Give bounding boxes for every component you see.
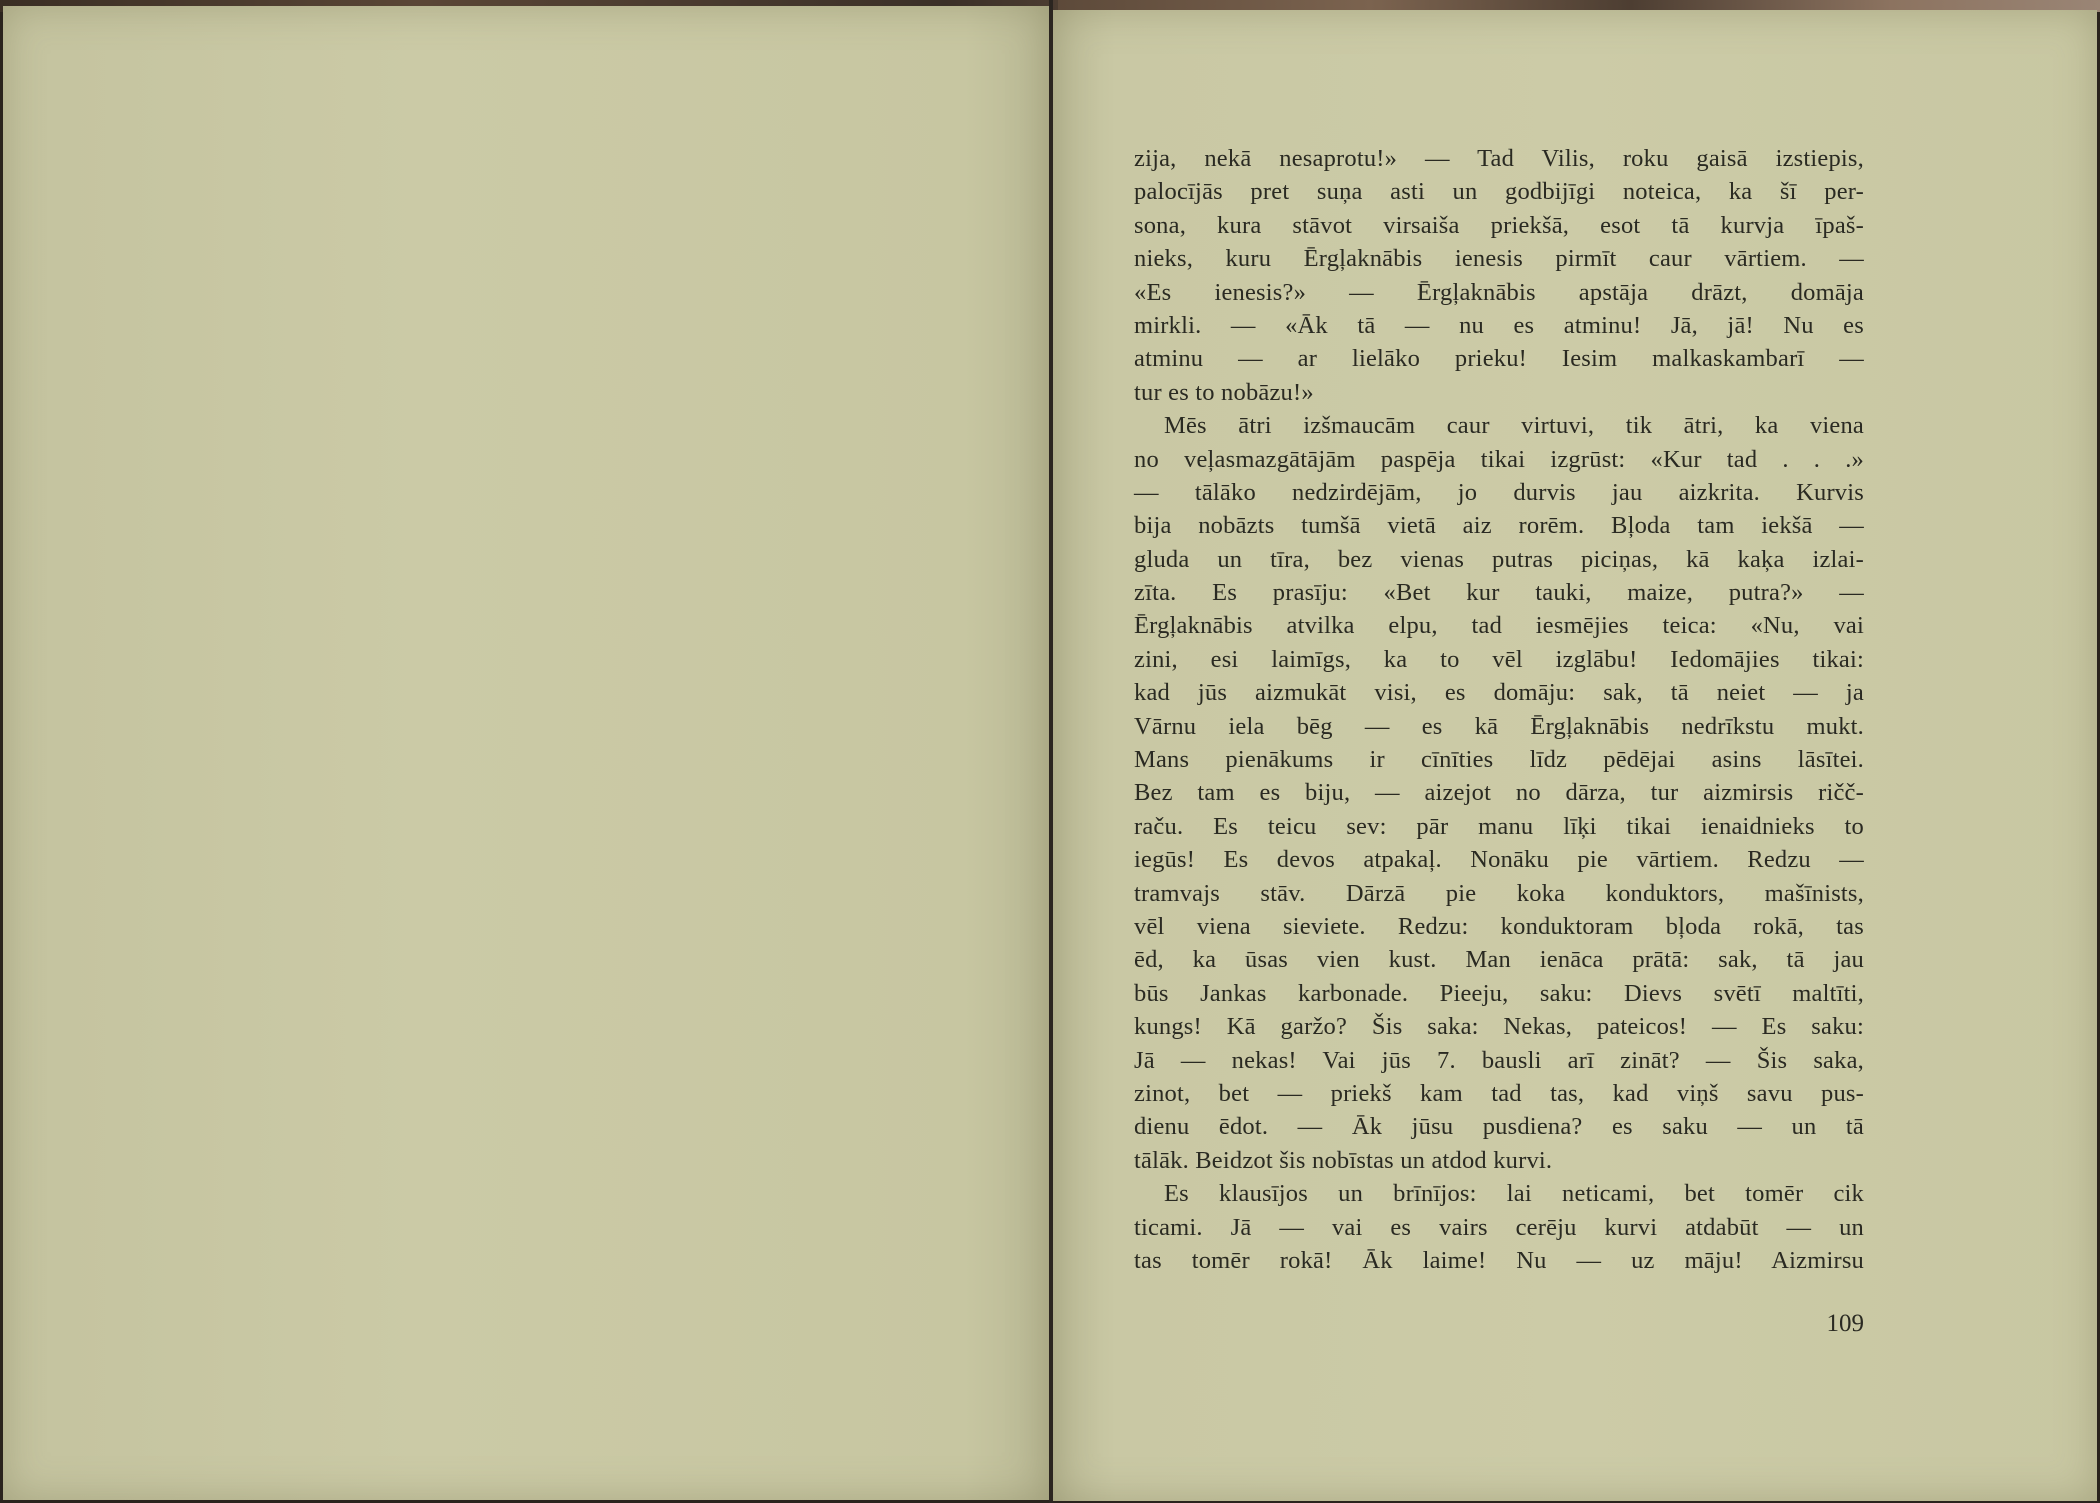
text-line: tālāk. Beidzot šis nobīstas un atdod kurvi.	[1134, 1146, 1553, 1174]
text-line: Ērgļaknābis atvilka elpu, tad iesmējies teica: «Nu, vai	[1134, 612, 1864, 640]
text-line: no veļasmazgātājām paspēja tikai izgrūst: «Kur tad . . .»	[1134, 445, 1864, 473]
text-line: Jā — nekas! Vai jūs 7. bausli arī zināt? — Šis saka,	[1134, 1046, 1864, 1074]
text-line: kungs! Kā garžo? Šis saka: Nekas, pateicos! — Es saku:	[1134, 1013, 1864, 1041]
text-line: Bez tam es biju, — aizejot no dārza, tur aizmirsis ričč-	[1134, 779, 1864, 807]
text-line: gluda un tīra, bez vienas putras piciņas, kā kaķa izlai-	[1134, 545, 1864, 573]
page-number: 109	[1826, 1310, 1864, 1337]
text-line: mirkli. — «Āk tā — nu es atminu! Jā, jā! Nu es	[1134, 311, 1864, 339]
text-line: tramvajs stāv. Dārzā pie koka konduktors, mašīnists,	[1134, 879, 1864, 907]
text-line: zini, esi laimīgs, ka to vēl izglābu! Iedomājies tikai:	[1134, 645, 1864, 673]
text-line: — tālāko nedzirdējām, jo durvis jau aizkrita. Kurvis	[1134, 478, 1864, 506]
text-line: nieks, kuru Ērgļaknābis ienesis pirmīt caur vārtiem. —	[1134, 245, 1864, 273]
text-line: atminu — ar lielāko prieku! Iesim malkaskambarī —	[1134, 345, 1864, 373]
text-line: vēl viena sieviete. Redzu: konduktoram bļoda rokā, tas	[1134, 912, 1864, 940]
text-line: iegūs! Es devos atpakaļ. Nonāku pie vārtiem. Redzu —	[1134, 846, 1864, 874]
text-line: raču. Es teicu sev: pār manu līķi tikai ienaidnieks to	[1134, 812, 1864, 840]
text-line: ēd, ka ūsas vien kust. Man ienāca prātā: sak, tā jau	[1134, 946, 1864, 974]
page-text-block	[1134, 142, 1864, 1277]
text-line: Mēs ātri izšmaucām caur virtuvi, tik ātri, ka viena	[1164, 412, 1864, 440]
text-line: būs Jankas karbonade. Pieeju, saku: Dievs svētī maltīti,	[1134, 979, 1864, 1007]
text-line: tas tomēr rokā! Āk laime! Nu — uz māju! Aizmirsu	[1134, 1246, 1864, 1274]
text-line: zīta. Es prasīju: «Bet kur tauki, maize, putra?» —	[1134, 579, 1864, 607]
text-line: palocījās pret suņa asti un godbijīgi noteica, ka šī per-	[1134, 178, 1864, 206]
text-line: Mans pienākums ir cīnīties līdz pēdējai asins lāsītei.	[1134, 746, 1864, 774]
text-line: dienu ēdot. — Āk jūsu pusdiena? es saku — un tā	[1134, 1113, 1864, 1141]
text-line: zinot, bet — priekš kam tad tas, kad viņš savu pus-	[1134, 1079, 1864, 1107]
text-line: ticami. Jā — vai es vairs cerēju kurvi atdabūt — un	[1134, 1213, 1864, 1241]
text-line: sona, kura stāvot virsaiša priekšā, esot tā kurvja īpaš-	[1134, 211, 1864, 239]
text-line: Es klausījos un brīnījos: lai neticami, bet tomēr cik	[1164, 1180, 1864, 1208]
text-line: bija nobāzts tumšā vietā aiz rorēm. Bļoda tam iekšā —	[1134, 512, 1864, 540]
text-line: tur es to nobāzu!»	[1134, 378, 1314, 406]
text-line: zija, nekā nesaprotu!» — Tad Vilis, roku gaisā izstiepis,	[1134, 145, 1864, 172]
text-line: kad jūs aizmukāt visi, es domāju: sak, tā neiet — ja	[1134, 679, 1864, 707]
text-line: Vārnu iela bēg — es kā Ērgļaknābis nedrīkstu mukt.	[1134, 712, 1864, 740]
left-page-blank	[3, 6, 1049, 1500]
text-line: «Es ienesis?» — Ērgļaknābis apstāja drāzt, domāja	[1134, 278, 1864, 306]
